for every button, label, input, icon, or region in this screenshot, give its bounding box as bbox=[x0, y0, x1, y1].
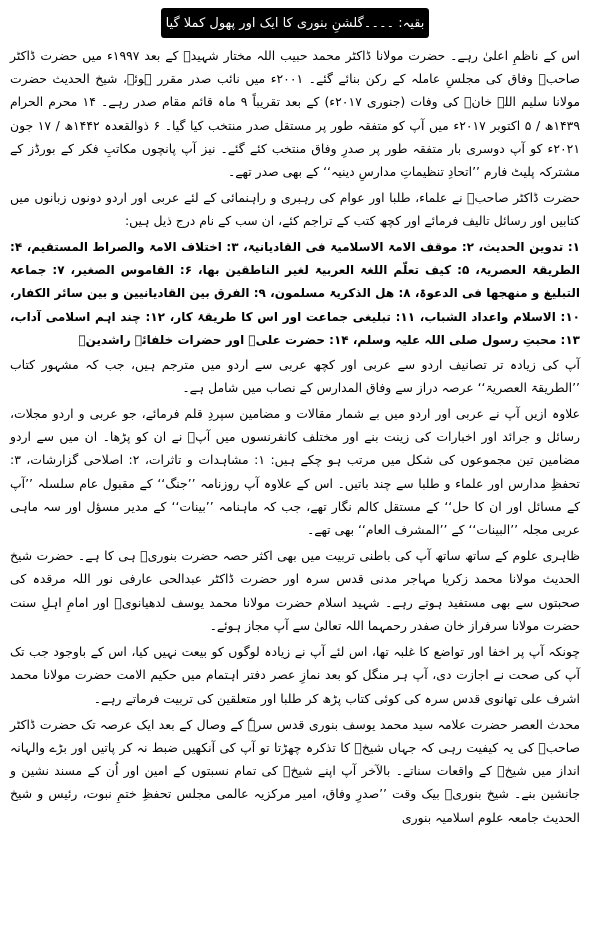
book-list-text: ۱: تدوین الحدیث، ۲: موقف الامۃ الاسلامیۃ فی القادیانیۃ، ۳: اختلاف الامۃ والصراط المستقیم، ۴: الطریقۃ العصریۃ، ۵: کیف تعلّم اللغۃ العربیۃ لغیر الناطقین بھا، ۶: القاموس الصغیر، ۷: جماعۃ التبلیغ و منھجھا فی الدعوۃ، ۸: ھل الذکریۃ مسلمون، ۹: الفرق بین القادیانیین و بین سائر الکفار، ۱۰: الاسلام واعداد الشباب، ۱۱: تبلیغی جماعت اور اس کا طریقۂ کار، ۱۲: چند اہم اسلامی آداب، ۱۳: محبتِ رسول صلی اللہ علیہ وسلم، ۱۴: حضرت علیؓ اور حضرات خلفائے راشدینؓ bbox=[10, 239, 581, 348]
paragraph: چونکہ آپ پر اخفا اور تواضع کا غلبہ تھا، اس لئے آپ نے زیادہ لوگوں کو بیعت نہیں کیا، اس کے باوجود جب تک آپ کی صحت نے اجازت دی، آپ ہر منگل کو بعد نمازِ عصر دفتر اہتمام میں حکیم الامت حضرت مولانا محمد اشرف علی تھانوی قدس سرہ کی کوئی کتاب پڑھ کر طلبا اور متعلقین کی تربیت فرماتے رہے۔ bbox=[10, 644, 580, 706]
book-list bbox=[10, 236, 580, 353]
article-body bbox=[10, 44, 580, 829]
paragraph: حضرت ڈاکٹر صاحبؒ نے علماء، طلبا اور عوام کی رہبری و راہنمائی کے لئے عربی اور اردو دونوں زبانوں میں کتابیں اور رسائل تالیف فرمائے اور کچھ کتب کے تراجم کئے، ان سب کے نام درج ذیل ہیں: bbox=[10, 190, 580, 229]
paragraph: ظاہری علوم کے ساتھ ساتھ آپ کی باطنی تربیت میں بھی اکثر حصہ حضرت بنوریؒ ہی کا ہے۔ حضرت شیخ الحدیث مولانا محمد زکریا مہاجر مدنی قدس سرہ اور حضرت ڈاکٹر عبدالحی عارفی نور اللہ مرقدہ کی صحبتوں سے بھی مستفید ہوتے رہے۔ شہید اسلام حضرت مولانا محمد یوسف لدھیانویؒ اور امامِ اہلِ سنت حضرت مولانا سرفراز خان صفدر رحمہما اللہ تعالیٰ سے آپ مجاز ہوئے۔ bbox=[10, 548, 580, 633]
paragraph: علاوہ ازیں آپ نے عربی اور اردو میں بے شمار مقالات و مضامین سپردِ قلم فرمائے، جو عربی و اردو مجلات، رسائل و جرائد اور اخبارات کی زینت بنے اور مختلف کانفرنسوں میں آپؒ نے ان کو پڑھا۔ ان میں سے اردو مضامین تین مجموعوں کی شکل میں مرتب ہو چکے ہیں: ۱: مشاہدات و تاثرات، ۲: اصلاحی گزارشات، ۳: تحفظِ مدارس اور علماء و طلبا سے چند باتیں۔ اس کے علاوہ آپ روزنامہ ’’جنگ‘‘ کے مقبول عام سلسلہ ’’آپ کے مسائل اور ان کا حل‘‘ کے مستقل کالم نگار تھے، جب کہ ماہنامہ ’’بینات‘‘ کے مدیر مسؤل اور سہ ماہی عربی مجلہ ’’البینات‘‘ کے ’’المشرف العام‘‘ بھی تھے۔ bbox=[10, 406, 580, 538]
paragraph: آپ کی زیادہ تر تصانیف اردو سے عربی اور کچھ عربی سے اردو میں مترجم ہیں، جب کہ مشہور کتاب ’’الطریقۃ العصریۃ‘‘ عرصہ دراز سے وفاق المدارس کے نصاب میں شامل ہے۔ bbox=[10, 356, 580, 395]
continuation-banner: بقیہ: ۔۔۔۔گلشنِ بنوری کا ایک اور پھول کملا گیا bbox=[161, 8, 429, 38]
paragraph: محدث العصر حضرت علامہ سید محمد یوسف بنوری قدس سرہٗ کے وصال کے بعد ایک عرصہ تک حضرت ڈاکٹر صاحبؒ کی یہ کیفیت رہی کہ جہاں شیخؒ کا تذکرہ چھڑتا تو آپ کی آنکھیں ضبط نہ کر پاتیں اور بڑے والہانہ انداز میں شیخؒ کے واقعات سناتے۔ بالآخر آپ اپنے شیخؒ کی تمام نسبتوں کے امین اور اُن کے مسند نشین و جانشین بنے۔ شیخ بنوریؒ بیک وقت ’’صدرِ وفاق، امیر مرکزیہ عالمی مجلس تحفظِ ختمِ نبوت، رئیس و شیخ الحدیث جامعہ علوم اسلامیہ بنوری bbox=[10, 716, 580, 825]
page bbox=[0, 8, 590, 928]
paragraph: اس کے ناظمِ اعلیٰ رہے۔ حضرت مولانا ڈاکٹر محمد حبیب اللہ مختار شہیدؒ کے بعد ۱۹۹۷ء میں حضرت ڈاکٹر صاحبؒ وفاق کی مجلسِ عاملہ کے رکن بنائے گئے۔ ۲۰۰۱ء میں نائب صدر مقرر ہوئے، شیخ الحدیث حضرت مولانا سلیم اللہ خانؒ کی وفات (جنوری ۲۰۱۷ء) کے بعد تقریباً ۹ ماہ قائم مقام صدر رہے۔ ۱۴ محرم الحرام ۱۴۳۹ھ / ۵ اکتوبر ۲۰۱۷ء میں آپ کو متفقہ طور پر مستقل صدر منتخب کیا گیا۔ ۶ ذوالقعدہ ۱۴۴۲ھ / ۱۷ جون ۲۰۲۱ء کو آپ دوسری بار متفقہ طور پر صدرِ وفاق منتخب کئے گئے۔ نیز آپ پانچوں مکاتبِ فکر کے بورڈز کے مشترکہ پلیٹ فارم ’’اتحادِ تنظیماتِ مدارسِ دینیہ‘‘ کے بھی صدر تھے۔ bbox=[10, 48, 580, 180]
